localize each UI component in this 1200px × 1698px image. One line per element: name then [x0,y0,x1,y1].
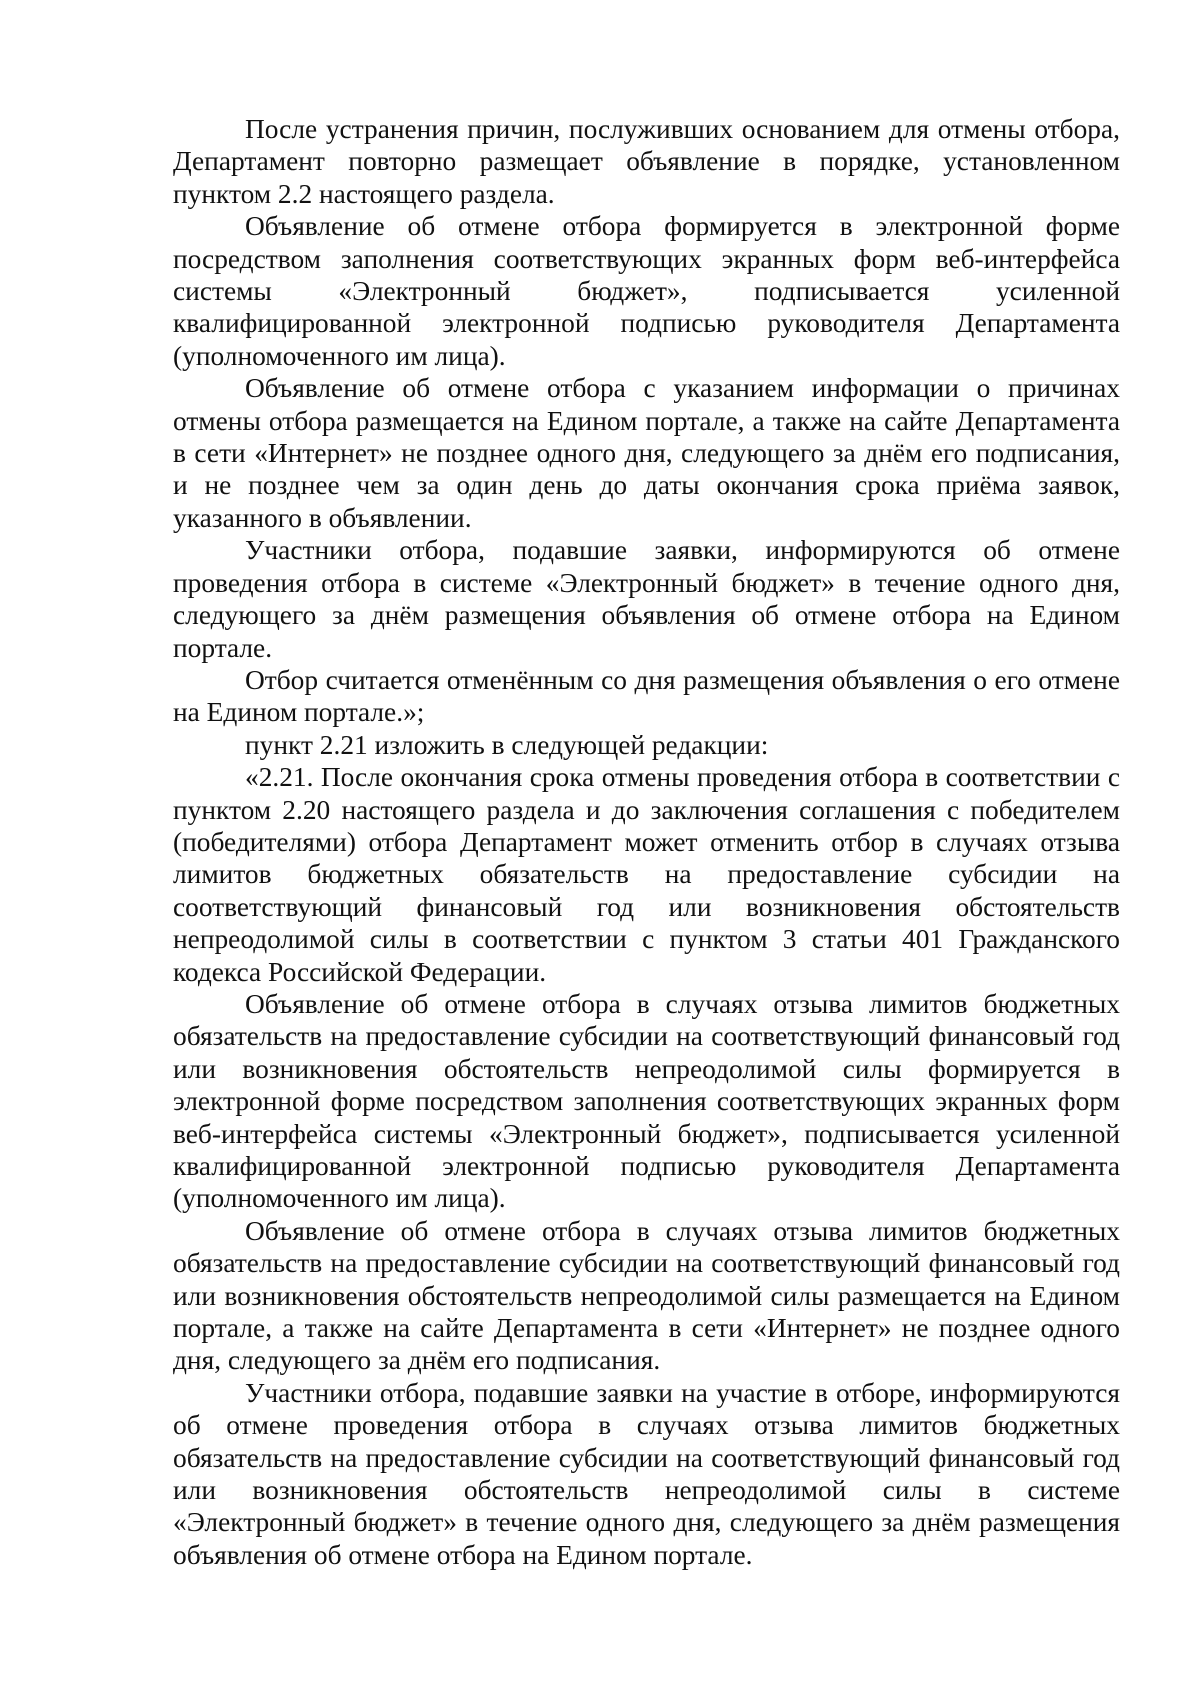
paragraph-selection-cancelled: Отбор считается отменённым со дня размещения объявления о его отмене на Едином портале.»; [173,664,1120,728]
paragraph-cancellation-notice-form: Объявление об отмене отбора формируется в электронной форме посредством заполнения соответствующих экранных форм веб-интерфейса системы «Электронный бюджет», подписывается усиленной квалифицированной электронной подписью руководителя Департамента (уполномоченного им лица). [173,211,1120,371]
paragraph-clause-2-21: «2.21. После окончания срока отмены проведения отбора в соответствии с пунктом 2.20 настоящего раздела и до заключения соглашения с победителем (победителями) отбора Департамент может отменить отбор в случаях отзыва лимитов бюджетных обязательств на предоставление субсидии на соответствующий финансовый год или возникновения обстоятельств непреодолимой силы в соответствии с пунктом 3 статьи 401 Гражданского кодекса Российской Федерации. [173,762,1120,987]
paragraph-limits-notice-form: Объявление об отмене отбора в случаях отзыва лимитов бюджетных обязательств на предоставление субсидии на соответствующий финансовый год или возникновения обстоятельств непреодолимой силы формируется в электронной форме посредством заполнения соответствующих экранных форм веб-интерфейса системы «Электронный бюджет», подписывается усиленной квалифицированной электронной подписью руководителя Департамента (уполномоченного им лица). [173,988,1120,1214]
paragraph-limits-participants-informed: Участники отбора, подавшие заявки на участие в отборе, информируются об отмене проведения отбора в случаях отзыва лимитов бюджетных обязательств на предоставление субсидии на соответствующий финансовый год или возникновения обстоятельств непреодолимой силы в системе «Электронный бюджет» в течение одного дня, следующего за днём размещения объявления об отмене отбора на Едином портале. [173,1377,1120,1570]
paragraph-resubmission: После устранения причин, послуживших основанием для отмены отбора, Департамент повторно размещает объявление в порядке, установленном пунктом 2.2 настоящего раздела. [173,114,1120,209]
paragraph-limits-notice-publication: Объявление об отмене отбора в случаях отзыва лимитов бюджетных обязательств на предоставление субсидии на соответствующий финансовый год или возникновения обстоятельств непреодолимой силы размещается на Едином портале, а также на сайте Департамента в сети «Интернет» не позднее одного дня, следующего за днём его подписания. [173,1215,1120,1376]
paragraph-participants-informed: Участники отбора, подавшие заявки, информируются об отмене проведения отбора в системе «Электронный бюджет» в течение одного дня, следующего за днём размещения объявления об отмене отбора на Едином портале. [173,535,1120,663]
paragraph-cancellation-notice-publication: Объявление об отмене отбора с указанием информации о причинах отмены отбора размещается на Едином портале, а также на сайте Департамента в сети «Интернет» не позднее одного дня, следующего за днём его подписания, и не позднее чем за один день до даты окончания срока приёма заявок, указанного в объявлении. [173,373,1120,533]
paragraph-amendment-instruction: пункт 2.21 изложить в следующей редакции: [245,729,769,760]
document-body [173,113,1120,1571]
